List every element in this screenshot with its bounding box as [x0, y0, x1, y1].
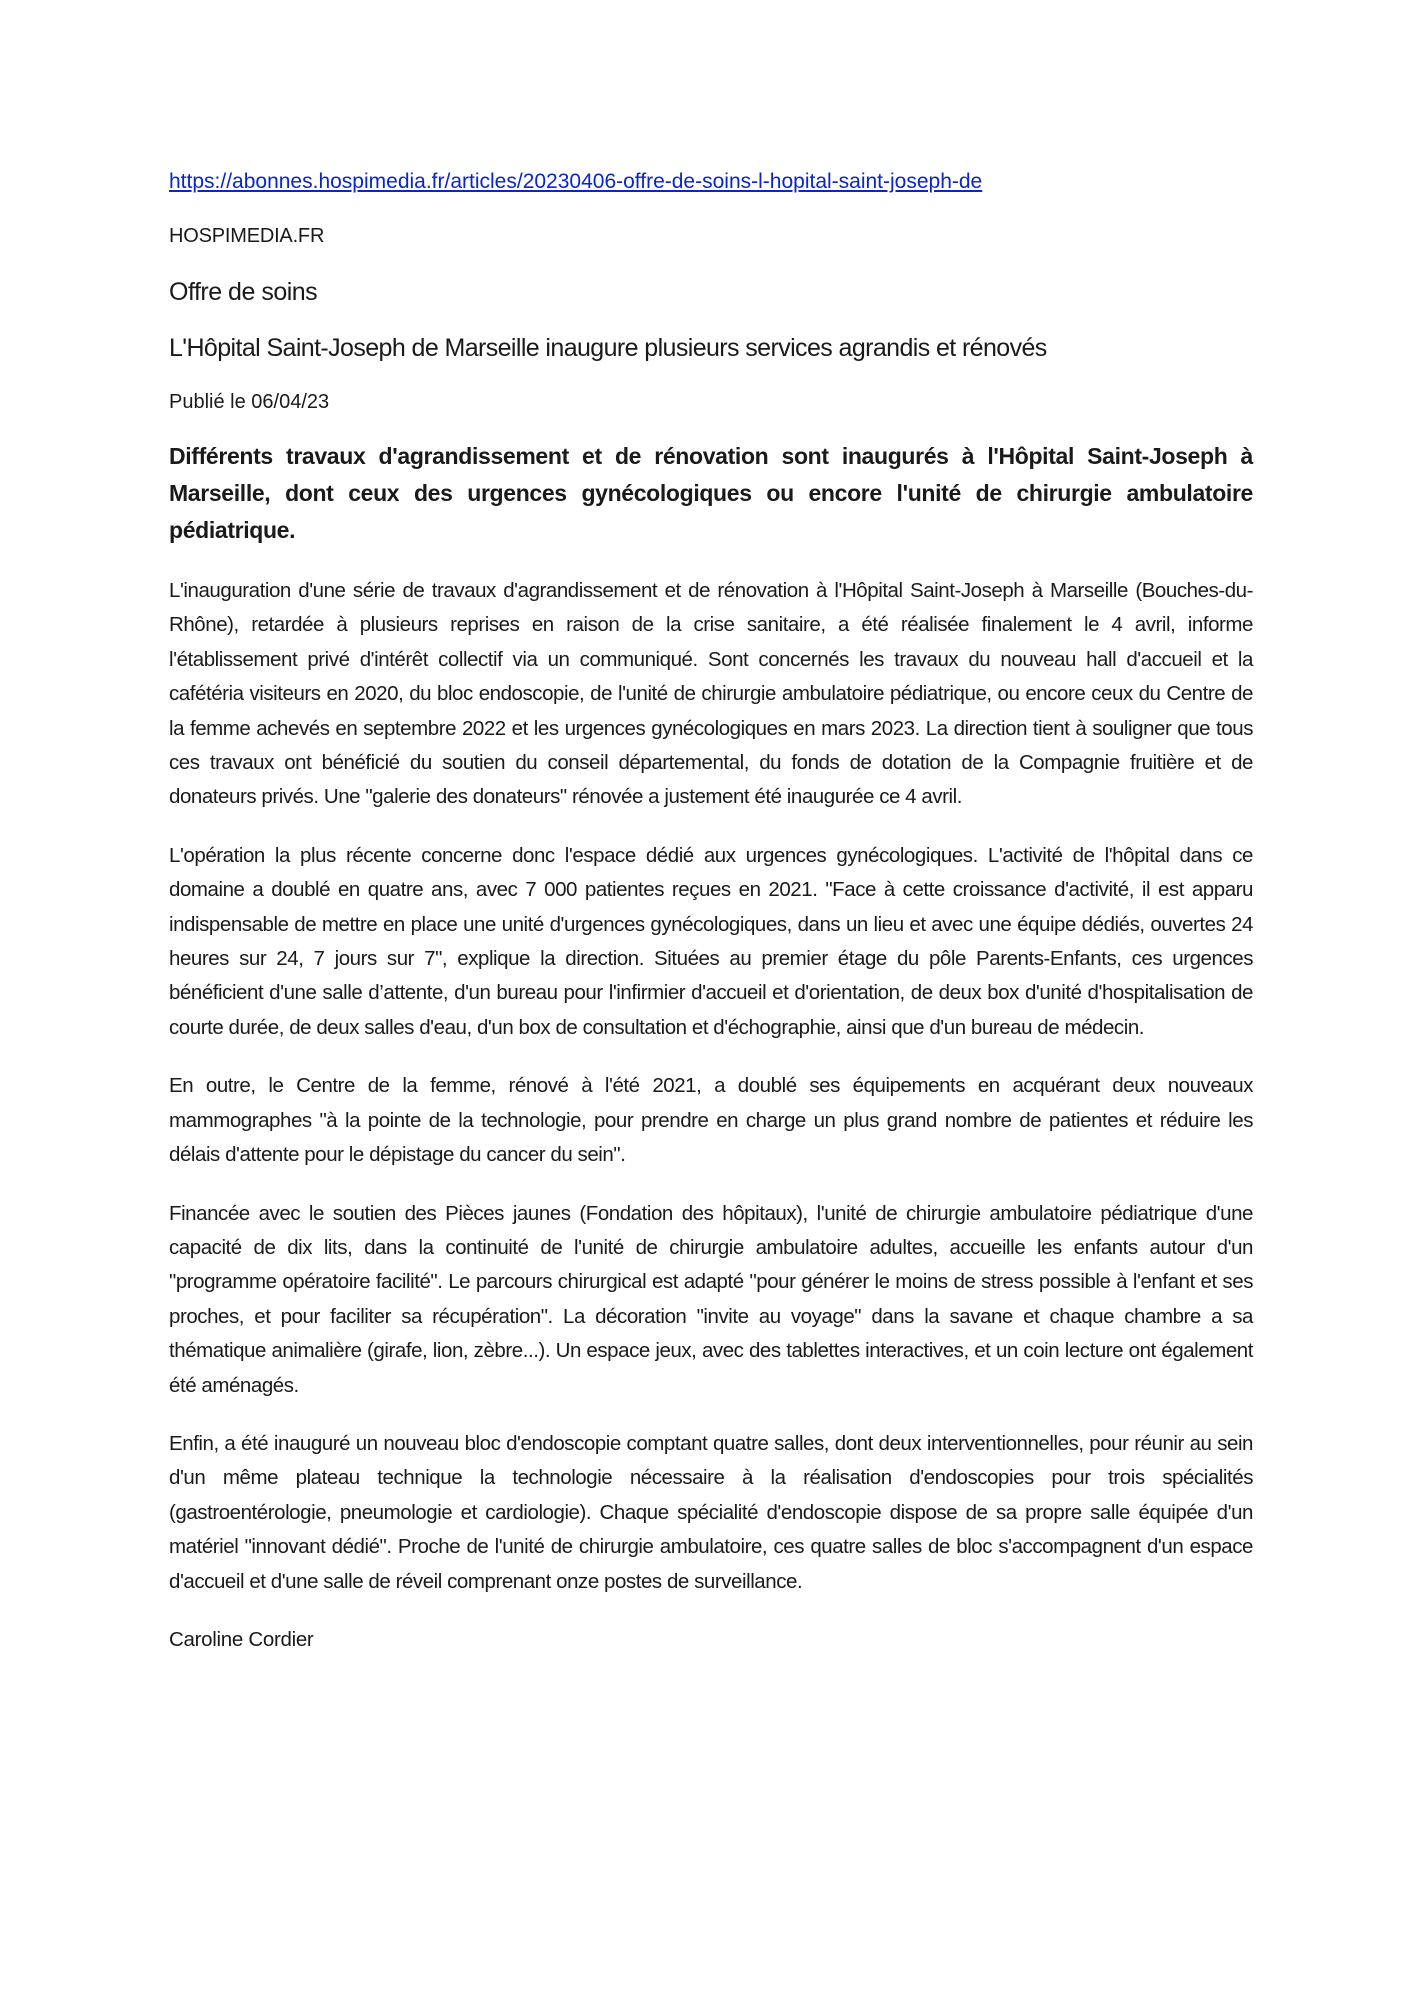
article-rubric: Offre de soins — [169, 278, 318, 306]
article-author: Caroline Cordier — [169, 1627, 314, 1651]
body-paragraph: En outre, le Centre de la femme, rénové à l'été 2021, a doublé ses équipements en acquérant deux nouveaux mammographes "à la pointe de la technologie, pour prendre en charge un plus grand nombre de patientes et réduire les délais d'attente pour le dépistage du cancer du sein". — [169, 1074, 1253, 1167]
article-lead: Différents travaux d'agrandissement et de rénovation sont inaugurés à l'Hôpital Saint-Joseph à Marseille, dont ceux des urgences gynécologiques ou encore l'unité de chirurgie ambulatoire pédiatrique. — [169, 443, 1253, 543]
body-paragraph: Financée avec le soutien des Pièces jaunes (Fondation des hôpitaux), l'unité de chirurgie ambulatoire pédiatrique d'une capacité de dix lits, dans la continuité de l'unité de chirurgie ambulatoire adultes, accueille les enfants autour d'un "programme opératoire facilité". Le parcours chirurgical est adapté "pour générer le moins de stress possible à l'enfant et ses proches, et pour faciliter sa récupération". La décoration "invite au voyage" dans la savane et chaque chambre a sa thématique animalière (girafe, lion, zèbre...). Un espace jeux, avec des tablettes interactives, et un coin lecture ont également été aménagés. — [169, 1201, 1253, 1397]
site-name: HOSPIMEDIA.FR — [169, 225, 325, 247]
body-paragraph: L'inauguration d'une série de travaux d'agrandissement et de rénovation à l'Hôpital Saint-Joseph à Marseille (Bouches-du-Rhône), retardée à plusieurs reprises en raison de la crise sanitaire, a été réalisée finalement le 4 avril, informe l'établissement privé d'intérêt collectif via un communiqué. Sont concernés les travaux du nouveau hall d'accueil et la cafétéria visiteurs en 2020, du bloc endoscopie, de l'unité de chirurgie ambulatoire pédiatrique, ou encore ceux du Centre de la femme achevés en septembre 2022 et les urgences gynécologiques en mars 2023. La direction tient à souligner que tous ces travaux ont bénéficié du soutien du conseil départemental, du fonds de dotation de la Compagnie fruitière et de donateurs privés. Une "galerie des donateurs" rénovée a justement été inaugurée ce 4 avril. — [169, 579, 1253, 809]
source-url-link[interactable]: https://abonnes.hospimedia.fr/articles/20230406-offre-de-soins-l-hopital-saint-joseph-de — [169, 170, 983, 193]
body-paragraph: Enfin, a été inauguré un nouveau bloc d'endoscopie comptant quatre salles, dont deux interventionnelles, pour réunir au sein d'un même plateau technique la technologie nécessaire à la réalisation d'endoscopies pour trois spécialités (gastroentérologie, pneumologie et cardiologie). Chaque spécialité d'endoscopie dispose de sa propre salle équipée d'un matériel "innovant dédié". Proche de l'unité de chirurgie ambulatoire, ces quatre salles de bloc s'accompagnent d'un espace d'accueil et d'une salle de réveil comprenant onze postes de surveillance. — [169, 1431, 1253, 1593]
article-headline: L'Hôpital Saint-Joseph de Marseille inaugure plusieurs services agrandis et rénovés — [169, 334, 1047, 362]
document-page — [169, 168, 1253, 1657]
publication-date: Publié le 06/04/23 — [169, 391, 330, 413]
source-url-line — [169, 168, 1253, 196]
body-paragraph: L'opération la plus récente concerne donc l'espace dédié aux urgences gynécologiques. L'activité de l'hôpital dans ce domaine a doublé en quatre ans, avec 7 000 patientes reçues en 2021. "Face à cette croissance d'activité, il est apparu indispensable de mettre en place une unité d'urgences gynécologiques, dans un lieu et avec une équipe dédiés, ouvertes 24 heures sur 24, 7 jours sur 7", explique la direction. Situées au premier étage du pôle Parents-Enfants, ces urgences bénéficient d'une salle d’attente, d'un bureau pour l'infirmier d'accueil et d'orientation, de deux box d'unité d'hospitalisation de courte durée, de deux salles d'eau, d'un box de consultation et d'échographie, ainsi que d'un bureau de médecin. — [169, 843, 1253, 1039]
